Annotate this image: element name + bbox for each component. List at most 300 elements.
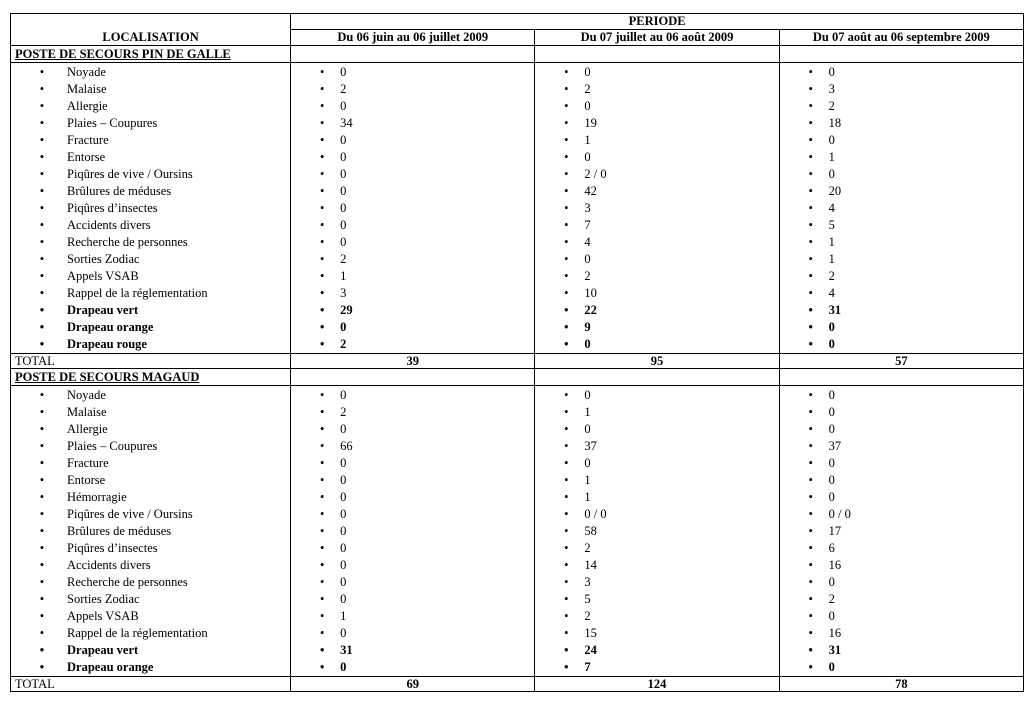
bullet-icon: • [808, 65, 813, 79]
bullet-icon: • [808, 558, 813, 572]
incident-count: 5 [584, 592, 591, 606]
bullet-icon: • [319, 65, 325, 79]
list-item [780, 642, 1023, 659]
total-label: TOTAL [11, 354, 291, 369]
empty-cell [291, 369, 535, 386]
bullet-icon: • [564, 609, 569, 623]
list-item [780, 574, 1023, 591]
incident-count: 37 [828, 439, 842, 453]
bullet-icon: • [564, 133, 569, 147]
incident-count: 22 [584, 303, 597, 317]
empty-cell [535, 46, 779, 63]
incident-count: 4 [828, 286, 835, 300]
bullet-icon: • [39, 201, 45, 215]
incident-label: Hémorragie [67, 490, 127, 504]
bullet-icon: • [808, 337, 813, 351]
list-item [11, 285, 290, 302]
bullet-icon: • [39, 643, 45, 657]
bullet-icon: • [808, 303, 813, 317]
incident-count: 0 [340, 201, 347, 215]
bullet-icon: • [564, 558, 569, 572]
incident-count: 1 [584, 473, 591, 487]
incident-count: 3 [828, 82, 835, 96]
list-item [535, 421, 778, 438]
bullet-icon: • [39, 218, 45, 232]
bullet-icon: • [808, 167, 813, 181]
incident-count: 2 [828, 592, 835, 606]
incident-count: 0 [340, 422, 347, 436]
incident-count: 16 [828, 626, 842, 640]
list-item [780, 251, 1023, 268]
bullet-icon: • [564, 507, 569, 521]
bullet-icon: • [808, 252, 813, 266]
incident-count: 2 [584, 609, 591, 623]
incident-count: 0 [340, 592, 347, 606]
incident-label: Rappel de la réglementation [67, 286, 208, 300]
list-item [780, 608, 1023, 625]
incident-count: 0 [828, 388, 835, 402]
list-item [11, 421, 290, 438]
list-item [11, 625, 290, 642]
incident-count: 0 [340, 320, 347, 334]
bullet-icon: • [808, 507, 813, 521]
bullet-icon: • [319, 99, 325, 113]
bullet-icon: • [319, 541, 325, 555]
incident-count: 4 [828, 201, 835, 215]
bullet-icon: • [564, 524, 569, 538]
incident-label: Entorse [67, 150, 106, 164]
header-period-3: Du 07 août au 06 septembre 2009 [779, 30, 1023, 46]
bullet-icon: • [808, 626, 813, 640]
bullet-icon: • [39, 473, 45, 487]
incident-count: 0 [340, 660, 347, 674]
list-item [780, 659, 1023, 676]
list-item [11, 608, 290, 625]
list-item [780, 472, 1023, 489]
list-item [780, 132, 1023, 149]
incident-count: 0 [340, 626, 347, 640]
bullet-icon: • [808, 490, 813, 504]
location-list [11, 63, 291, 354]
incident-count: 2 [828, 99, 835, 113]
incident-count: 0 [828, 609, 835, 623]
empty-cell [535, 369, 779, 386]
list-item [535, 166, 778, 183]
bullet-icon: • [319, 575, 325, 589]
bullet-icon: • [319, 201, 325, 215]
list-item [291, 489, 534, 506]
list-item [780, 523, 1023, 540]
bullet-icon: • [39, 507, 45, 521]
list-item [291, 336, 534, 353]
bullet-icon: • [39, 439, 45, 453]
incident-count: 0 [340, 65, 347, 79]
incident-count: 0 [828, 337, 835, 351]
header-periode: PERIODE [291, 14, 1024, 30]
list-item [780, 438, 1023, 455]
incident-count: 0 [584, 252, 591, 266]
incident-count: 2 [340, 337, 347, 351]
list-item [291, 608, 534, 625]
bullet-icon: • [319, 490, 325, 504]
list-item [780, 387, 1023, 404]
list-item [535, 268, 778, 285]
list-item [11, 523, 290, 540]
list-item [11, 336, 290, 353]
list-item [11, 302, 290, 319]
list-item [780, 149, 1023, 166]
incident-count: 24 [584, 643, 597, 657]
list-item [291, 268, 534, 285]
section-list-row [11, 63, 1024, 354]
incident-count: 0 / 0 [584, 507, 607, 521]
list-item [535, 234, 778, 251]
list-item [535, 506, 778, 523]
incident-count: 31 [340, 643, 353, 657]
list-item [535, 336, 778, 353]
bullet-icon: • [808, 150, 813, 164]
list-item [11, 268, 290, 285]
empty-cell [779, 369, 1023, 386]
bullet-icon: • [808, 592, 813, 606]
list-item [11, 387, 290, 404]
list-item [11, 438, 290, 455]
list-item [11, 642, 290, 659]
list-item [11, 132, 290, 149]
bullet-icon: • [808, 82, 813, 96]
bullet-icon: • [39, 541, 45, 555]
incident-count: 0 [828, 575, 835, 589]
bullet-icon: • [564, 541, 569, 555]
list-item [11, 540, 290, 557]
incident-count: 0 [340, 524, 347, 538]
bullet-icon: • [39, 490, 45, 504]
bullet-icon: • [564, 99, 569, 113]
incident-count: 1 [584, 405, 591, 419]
incident-label: Plaies – Coupures [67, 116, 158, 130]
bullet-icon: • [808, 422, 813, 436]
bullet-icon: • [564, 388, 569, 402]
bullet-icon: • [39, 235, 45, 249]
bullet-icon: • [564, 473, 569, 487]
incident-label: Accidents divers [67, 558, 151, 572]
bullet-icon: • [808, 609, 813, 623]
incident-count: 58 [584, 524, 597, 538]
section-list-row [11, 386, 1024, 677]
incident-count: 0 [828, 133, 835, 147]
incident-label: Piqûres de vive / Oursins [67, 507, 193, 521]
bullet-icon: • [808, 184, 813, 198]
incident-count: 0 [340, 507, 347, 521]
incident-count: 2 [584, 82, 591, 96]
location-list [11, 386, 291, 677]
incident-count: 1 [584, 133, 591, 147]
bullet-icon: • [808, 201, 813, 215]
bullet-icon: • [564, 116, 569, 130]
incident-count: 37 [584, 439, 597, 453]
incident-count: 17 [828, 524, 842, 538]
list-item [780, 506, 1023, 523]
list-item [780, 421, 1023, 438]
list-item [535, 591, 778, 608]
bullet-icon: • [39, 320, 45, 334]
bullet-icon: • [808, 439, 813, 453]
incident-count: 0 [828, 660, 835, 674]
list-item [11, 591, 290, 608]
bullet-icon: • [564, 456, 569, 470]
incident-count: 0 [340, 99, 347, 113]
incident-count: 19 [584, 116, 597, 130]
bullet-icon: • [808, 269, 813, 283]
bullet-icon: • [319, 660, 325, 674]
incident-label: Allergie [67, 99, 108, 113]
incident-count: 16 [828, 558, 842, 572]
bullet-icon: • [564, 575, 569, 589]
total-value: 39 [291, 354, 535, 369]
list-item [535, 64, 778, 81]
bullet-icon: • [808, 473, 813, 487]
list-item [291, 642, 534, 659]
list-item [780, 540, 1023, 557]
list-item [780, 98, 1023, 115]
list-item [535, 217, 778, 234]
incident-count: 0 [340, 184, 347, 198]
incident-label: Drapeau vert [67, 643, 139, 657]
incident-count: 3 [584, 201, 591, 215]
incident-count: 2 / 0 [584, 167, 607, 181]
bullet-icon: • [319, 286, 325, 300]
list-item [535, 642, 778, 659]
list-item [291, 540, 534, 557]
incident-count: 0 [828, 422, 835, 436]
bullet-icon: • [564, 337, 569, 351]
incident-count: 10 [584, 286, 597, 300]
bullet-icon: • [39, 592, 45, 606]
incident-count: 0 [828, 490, 835, 504]
incident-count: 4 [584, 235, 591, 249]
bullet-icon: • [319, 218, 325, 232]
header-period-1: Du 06 juin au 06 juillet 2009 [291, 30, 535, 46]
header-blank [11, 14, 291, 30]
incident-count: 2 [340, 252, 347, 266]
bullet-icon: • [39, 456, 45, 470]
incident-count: 20 [828, 184, 842, 198]
bullet-icon: • [319, 184, 325, 198]
incident-label: Piqûres d’insectes [67, 201, 158, 215]
bullet-icon: • [39, 609, 45, 623]
bullet-icon: • [39, 286, 45, 300]
incident-count: 0 [340, 133, 347, 147]
bullet-icon: • [808, 575, 813, 589]
list-item [535, 557, 778, 574]
list-item [291, 285, 534, 302]
bullet-icon: • [808, 235, 813, 249]
list-item [11, 217, 290, 234]
bullet-icon: • [564, 490, 569, 504]
incident-count: 66 [340, 439, 353, 453]
list-item [11, 455, 290, 472]
total-value: 69 [291, 677, 535, 692]
bullet-icon: • [319, 388, 325, 402]
list-item [291, 506, 534, 523]
incident-label: Rappel de la réglementation [67, 626, 208, 640]
bullet-icon: • [319, 405, 325, 419]
incident-count: 0 [340, 575, 347, 589]
incident-count: 2 [584, 541, 591, 555]
bullet-icon: • [39, 150, 45, 164]
period-values-3 [779, 386, 1023, 677]
incident-count: 1 [340, 269, 347, 283]
bullet-icon: • [808, 218, 813, 232]
list-item [291, 183, 534, 200]
bullet-icon: • [319, 167, 325, 181]
bullet-icon: • [319, 320, 325, 334]
bullet-icon: • [319, 609, 325, 623]
incident-count: 14 [584, 558, 597, 572]
bullet-icon: • [319, 592, 325, 606]
incident-label: Drapeau orange [67, 660, 154, 674]
incident-count: 0 [828, 473, 835, 487]
incident-count: 29 [340, 303, 353, 317]
list-item [535, 523, 778, 540]
list-item [11, 404, 290, 421]
incident-label: Sorties Zodiac [67, 592, 140, 606]
total-value: 124 [535, 677, 779, 692]
bullet-icon: • [564, 269, 569, 283]
incident-count: 7 [584, 660, 591, 674]
incident-label: Brûlures de méduses [67, 524, 172, 538]
list-item [291, 166, 534, 183]
incident-count: 2 [340, 82, 347, 96]
incident-count: 0 [340, 167, 347, 181]
bullet-icon: • [39, 303, 45, 317]
bullet-icon: • [564, 660, 569, 674]
bullet-icon: • [564, 592, 569, 606]
bullet-icon: • [564, 252, 569, 266]
bullet-icon: • [39, 575, 45, 589]
bullet-icon: • [39, 660, 45, 674]
period-values-1 [291, 386, 535, 677]
bullet-icon: • [808, 116, 813, 130]
list-item [535, 387, 778, 404]
incident-count: 2 [584, 269, 591, 283]
list-item [535, 608, 778, 625]
period-values-3 [779, 63, 1023, 354]
incident-label: Drapeau orange [67, 320, 154, 334]
incident-report-table [10, 13, 1024, 692]
list-item [291, 421, 534, 438]
bullet-icon: • [319, 439, 325, 453]
total-row [11, 354, 1024, 369]
section-title-row [11, 369, 1024, 386]
bullet-icon: • [319, 150, 325, 164]
bullet-icon: • [564, 82, 569, 96]
bullet-icon: • [319, 626, 325, 640]
incident-label: Fracture [67, 456, 109, 470]
bullet-icon: • [39, 167, 45, 181]
incident-label: Piqûres d’insectes [67, 541, 158, 555]
list-item [535, 183, 778, 200]
list-item [535, 455, 778, 472]
bullet-icon: • [319, 473, 325, 487]
list-item [291, 234, 534, 251]
incident-label: Malaise [67, 82, 107, 96]
list-item [291, 472, 534, 489]
list-item [291, 438, 534, 455]
list-item [535, 319, 778, 336]
list-item [11, 166, 290, 183]
incident-count: 15 [584, 626, 597, 640]
incident-count: 5 [828, 218, 835, 232]
list-item [291, 64, 534, 81]
list-item [780, 268, 1023, 285]
bullet-icon: • [564, 626, 569, 640]
incident-label: Drapeau vert [67, 303, 139, 317]
list-item [535, 404, 778, 421]
total-value: 95 [535, 354, 779, 369]
list-item [11, 115, 290, 132]
incident-count: 1 [828, 235, 835, 249]
bullet-icon: • [564, 167, 569, 181]
list-item [780, 557, 1023, 574]
incident-label: Piqûres de vive / Oursins [67, 167, 193, 181]
incident-count: 0 [340, 235, 347, 249]
incident-label: Noyade [67, 388, 106, 402]
incident-count: 1 [828, 252, 835, 266]
bullet-icon: • [319, 643, 325, 657]
bullet-icon: • [39, 184, 45, 198]
total-value: 78 [779, 677, 1023, 692]
bullet-icon: • [39, 626, 45, 640]
incident-label: Appels VSAB [67, 609, 139, 623]
bullet-icon: • [39, 524, 45, 538]
list-item [11, 489, 290, 506]
incident-count: 7 [584, 218, 591, 232]
bullet-icon: • [808, 643, 813, 657]
incident-count: 42 [584, 184, 597, 198]
bullet-icon: • [39, 252, 45, 266]
list-item [291, 625, 534, 642]
bullet-icon: • [564, 150, 569, 164]
list-item [535, 81, 778, 98]
list-item [535, 472, 778, 489]
incident-label: Fracture [67, 133, 109, 147]
incident-count: 0 [584, 99, 591, 113]
incident-label: Recherche de personnes [67, 575, 188, 589]
table-body [11, 46, 1024, 692]
incident-count: 0 [584, 422, 591, 436]
bullet-icon: • [319, 133, 325, 147]
incident-label: Entorse [67, 473, 106, 487]
list-item [11, 81, 290, 98]
list-item [780, 217, 1023, 234]
incident-label: Noyade [67, 65, 106, 79]
bullet-icon: • [564, 218, 569, 232]
total-label: TOTAL [11, 677, 291, 692]
list-item [535, 149, 778, 166]
bullet-icon: • [319, 303, 325, 317]
list-item [11, 506, 290, 523]
incident-count: 0 [828, 167, 835, 181]
list-item [11, 251, 290, 268]
incident-count: 18 [828, 116, 842, 130]
bullet-icon: • [39, 388, 45, 402]
bullet-icon: • [564, 286, 569, 300]
list-item [780, 302, 1023, 319]
incident-count: 0 [340, 150, 347, 164]
list-item [535, 659, 778, 676]
bullet-icon: • [564, 184, 569, 198]
